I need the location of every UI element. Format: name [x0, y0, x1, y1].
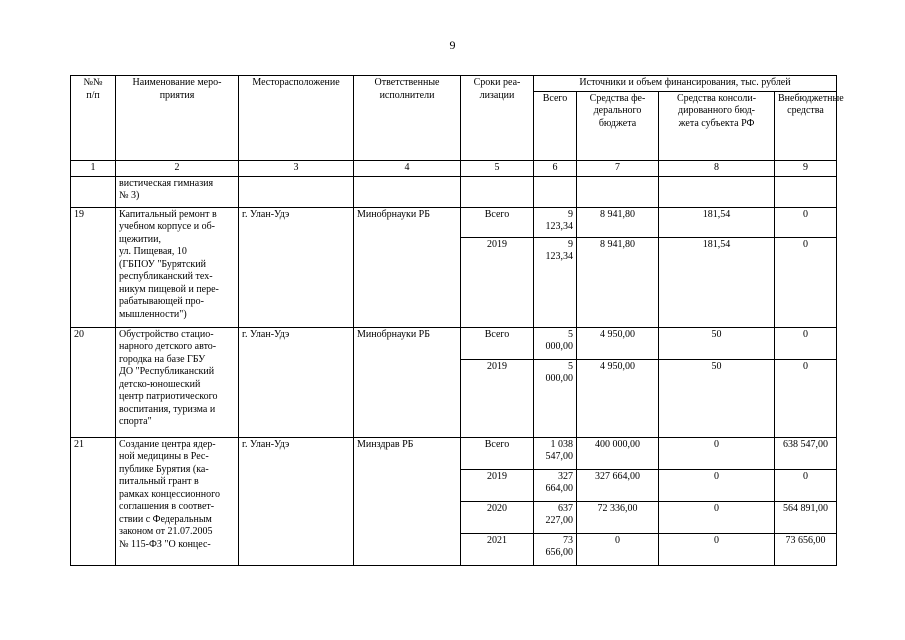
total-cell: 9 123,34: [534, 237, 577, 327]
header-federal: Средства фе- дерального бюджета: [577, 91, 659, 160]
item-number: 21: [71, 437, 116, 565]
regional-cell: 181,54: [659, 207, 775, 237]
item-number: 20: [71, 327, 116, 437]
period-cell: 2019: [461, 359, 534, 437]
period-cell: Всего: [461, 207, 534, 237]
item-location: г. Улан-Удэ: [239, 207, 354, 327]
header-regional: Средства консоли- дированного бюд- жета субъекта РФ: [659, 91, 775, 160]
column-number-row: [71, 160, 837, 176]
regional-cell: 181,54: [659, 237, 775, 327]
item-number: 19: [71, 207, 116, 327]
period-cell: 2019: [461, 237, 534, 327]
continuation-row: [71, 176, 837, 207]
period-cell: Всего: [461, 437, 534, 469]
regional-cell: 50: [659, 359, 775, 437]
period-cell: 2019: [461, 469, 534, 501]
header-extrabudget: Внебюджетные средства: [775, 91, 837, 160]
federal-cell: 327 664,00: [577, 469, 659, 501]
federal-cell: 8 941,80: [577, 207, 659, 237]
column-number: 8: [659, 160, 775, 176]
period-cell: Всего: [461, 327, 534, 359]
column-number: 7: [577, 160, 659, 176]
header-total: Всего: [534, 91, 577, 160]
extrabudget-cell: 0: [775, 327, 837, 359]
column-number: 1: [71, 160, 116, 176]
total-cell: 1 038 547,00: [534, 437, 577, 469]
table-row: [71, 327, 837, 359]
header-period: Сроки реа- лизации: [461, 76, 534, 161]
item-executor: Минобрнауки РБ: [354, 207, 461, 327]
extrabudget-cell: 638 547,00: [775, 437, 837, 469]
period-cell: 2021: [461, 533, 534, 565]
regional-cell: 0: [659, 533, 775, 565]
regional-cell: 0: [659, 437, 775, 469]
federal-cell: 72 336,00: [577, 501, 659, 533]
column-number: 6: [534, 160, 577, 176]
item-location: г. Улан-Удэ: [239, 327, 354, 437]
extrabudget-cell: 0: [775, 359, 837, 437]
column-number: 9: [775, 160, 837, 176]
header-funding-group: Источники и объем финансирования, тыс. рублей: [534, 76, 837, 92]
header-executor: Ответственные исполнители: [354, 76, 461, 161]
extrabudget-cell: 0: [775, 207, 837, 237]
total-cell: 9 123,34: [534, 207, 577, 237]
page-number: 9: [449, 38, 456, 52]
item-executor: Минобрнауки РБ: [354, 327, 461, 437]
regional-cell: 0: [659, 501, 775, 533]
continuation-name: вистическая гимназия № 3): [116, 176, 239, 207]
table-row: [71, 437, 837, 469]
item-name: Капитальный ремонт в учебном корпусе и об- щежитии, ул. Пищевая, 10 (ГБПОУ "Бурятский республиканский тех- никум пищевой и пере- рабатывающей про- мышленности"): [116, 207, 239, 327]
federal-cell: 4 950,00: [577, 327, 659, 359]
header-location: Месторасположение: [239, 76, 354, 161]
total-cell: 637 227,00: [534, 501, 577, 533]
total-cell: 327 664,00: [534, 469, 577, 501]
column-number: 4: [354, 160, 461, 176]
federal-cell: 8 941,80: [577, 237, 659, 327]
federal-cell: 400 000,00: [577, 437, 659, 469]
item-executor: Минздрав РБ: [354, 437, 461, 565]
extrabudget-cell: 0: [775, 469, 837, 501]
total-cell: 5 000,00: [534, 359, 577, 437]
extrabudget-cell: 564 891,00: [775, 501, 837, 533]
column-number: 5: [461, 160, 534, 176]
column-number: 2: [116, 160, 239, 176]
item-location: г. Улан-Удэ: [239, 437, 354, 565]
extrabudget-cell: 73 656,00: [775, 533, 837, 565]
table-row: [71, 207, 837, 237]
column-number: 3: [239, 160, 354, 176]
header-number: №№ п/п: [71, 76, 116, 161]
item-name: Обустройство стацио- нарного детского авто- городка на базе ГБУ ДО "Республиканский детско-юношеский центр патриотического воспитания, туризма и спорта": [116, 327, 239, 437]
total-cell: 73 656,00: [534, 533, 577, 565]
header-name: Наименование меро- приятия: [116, 76, 239, 161]
regional-cell: 0: [659, 469, 775, 501]
federal-cell: 0: [577, 533, 659, 565]
funding-table: [70, 75, 844, 566]
regional-cell: 50: [659, 327, 775, 359]
total-cell: 5 000,00: [534, 327, 577, 359]
item-name: Создание центра ядер- ной медицины в Рес- публике Бурятия (ка- питальный грант в рамках концессионного соглашения в соответ- ствии с Федеральным законом от 21.07.2005 № 115-ФЗ "О концес-: [116, 437, 239, 565]
period-cell: 2020: [461, 501, 534, 533]
federal-cell: 4 950,00: [577, 359, 659, 437]
extrabudget-cell: 0: [775, 237, 837, 327]
